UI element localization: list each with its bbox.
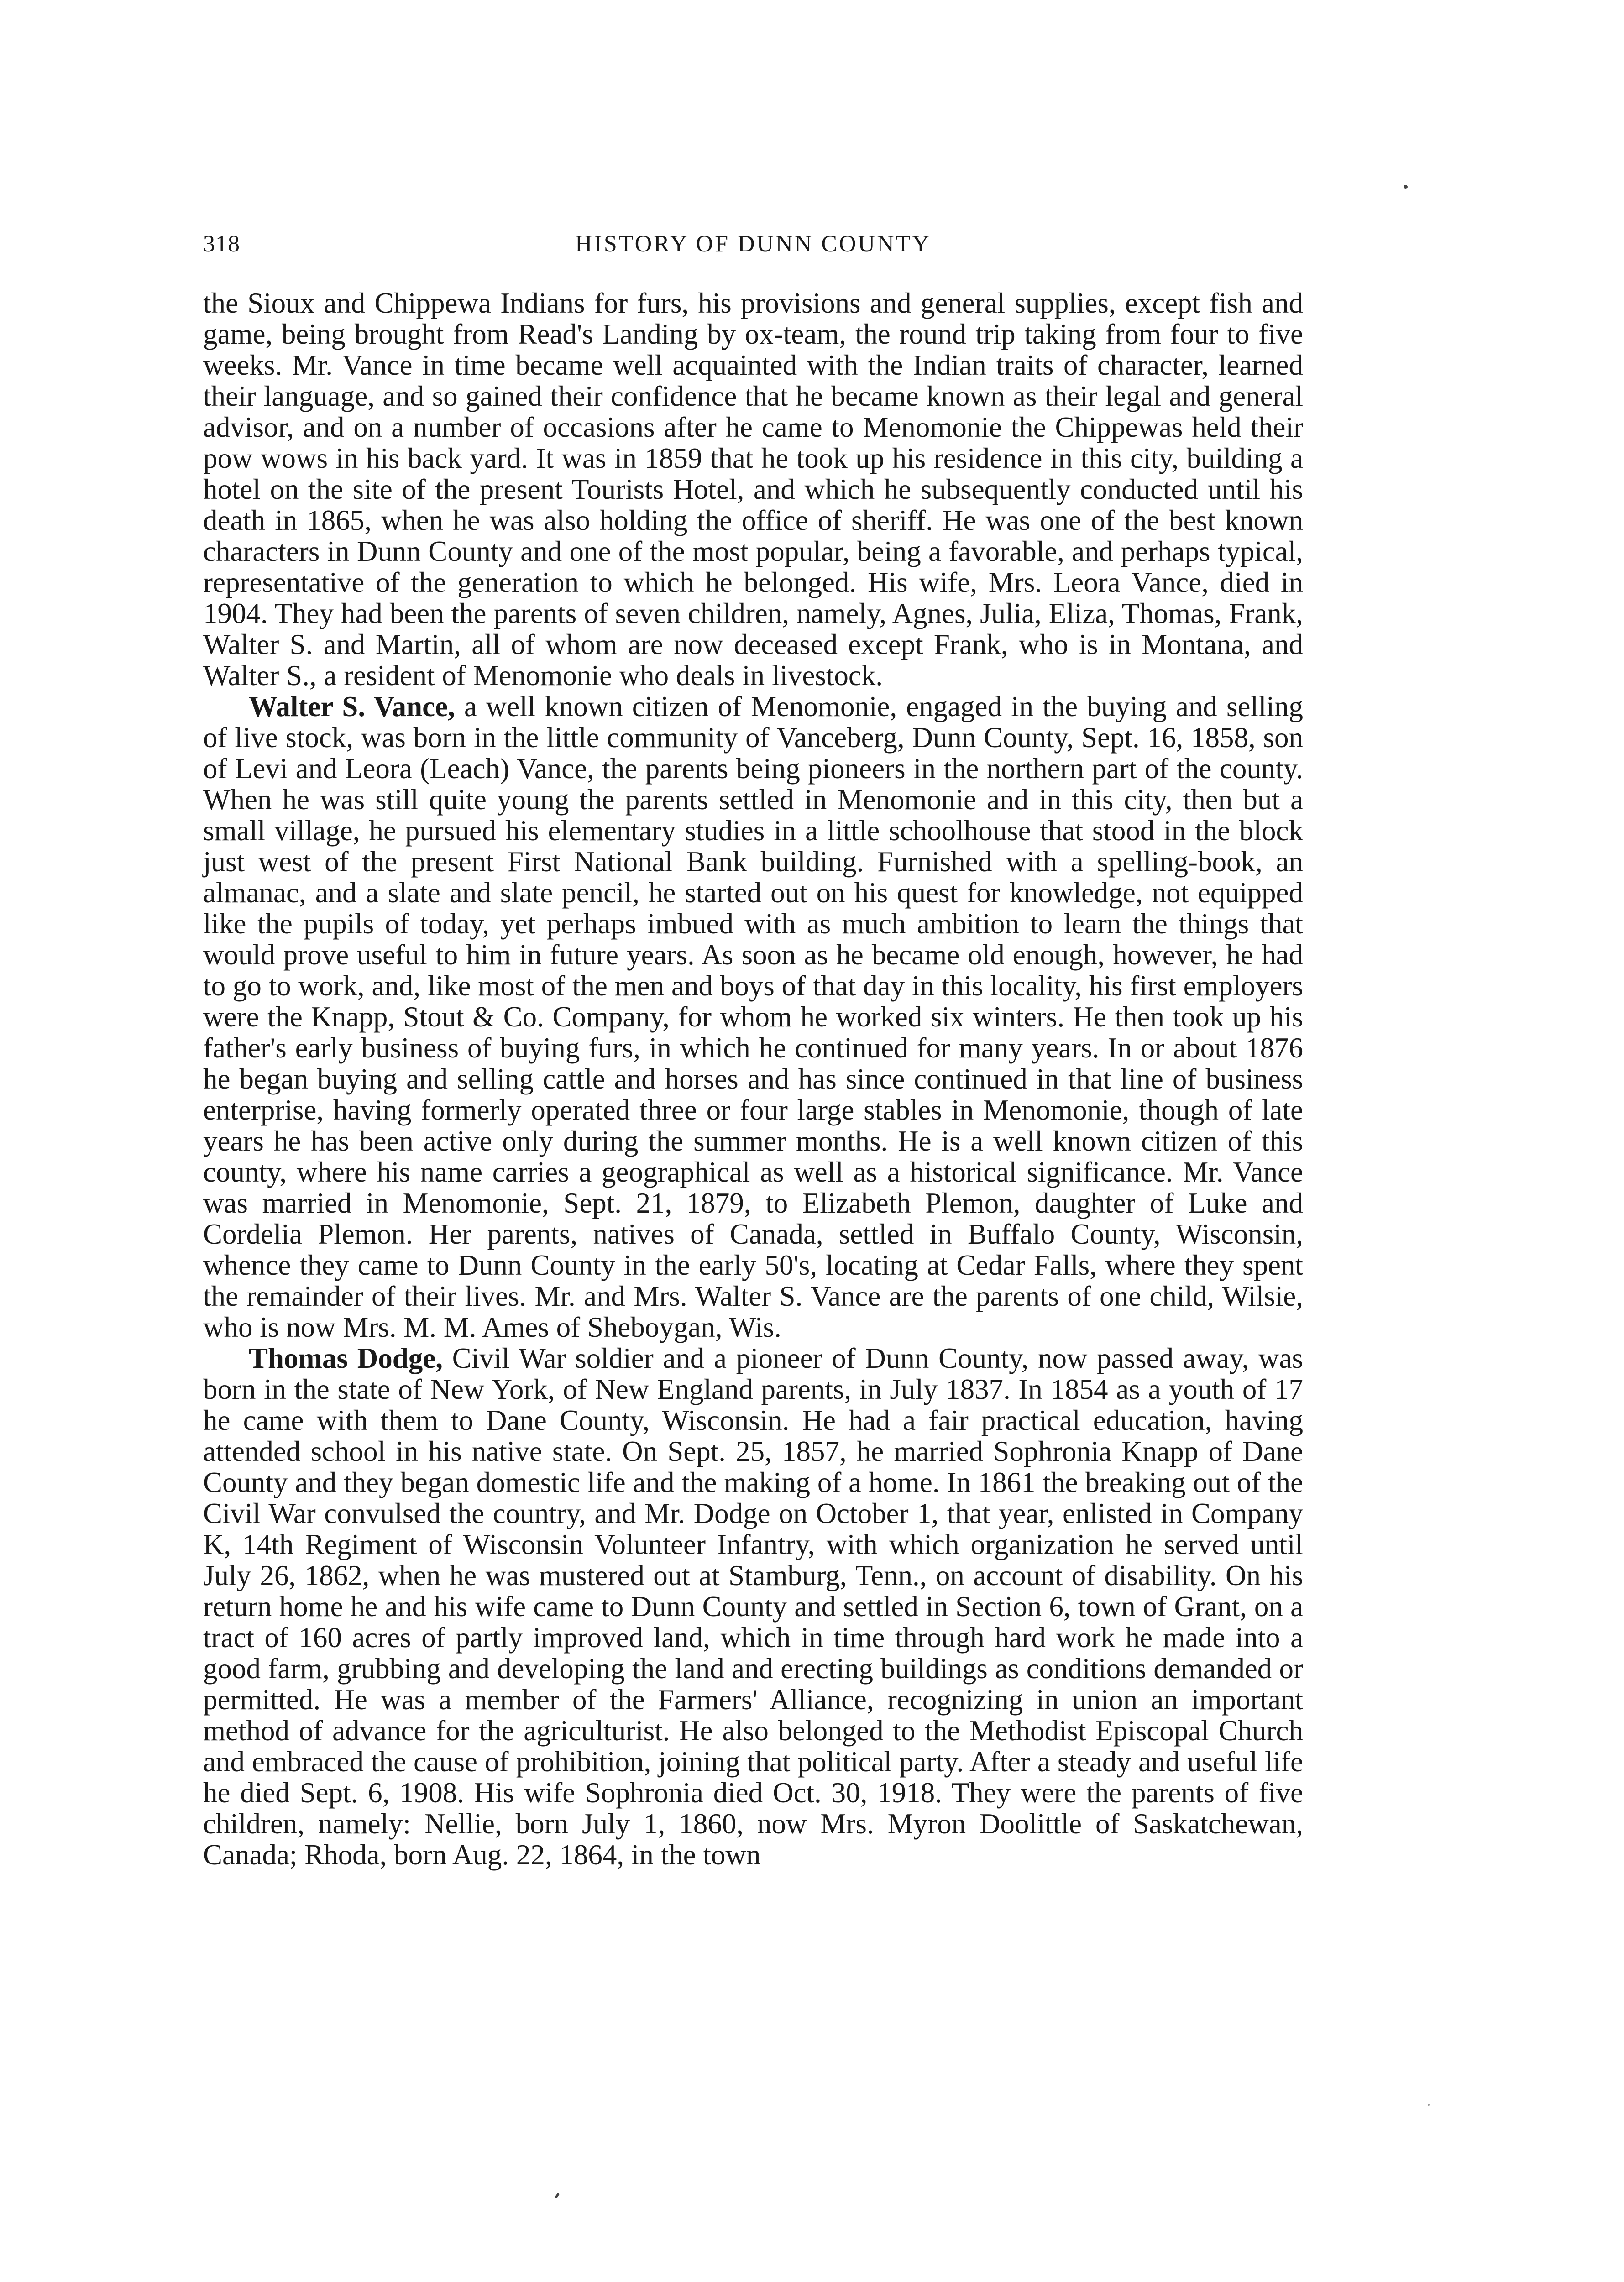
paper-speck xyxy=(1404,185,1408,189)
paragraph-thomas-dodge xyxy=(203,1343,1303,1870)
paragraph-text: Civil War soldier and a pioneer of Dunn County, now passed away, was born in the state of New York, of New England parents, in July 1837. In 1854 as a youth of 17 he came with them to Dane County, Wisconsin. He had a fair practical education, having attended school in his native state. On Sept. 25, 1857, he married Sophronia Knapp of Dane County and they began domestic life and the making of a home. In 1861 the breaking out of the Civil War convulsed the country, and Mr. Dodge on October 1, that year, enlisted in Company K, 14th Regiment of Wisconsin Volunteer Infantry, with which organization he served until July 26, 1862, when he was mustered out at Stamburg, Tenn., on account of disability. On his return home he and his wife came to Dunn County and settled in Section 6, town of Grant, on a tract of 160 acres of partly improved land, which in time through hard work he made into a good farm, grubbing and developing the land and erecting buildings as conditions demanded or permitted. He was a member of the Farmers' Alliance, recognizing in union an important method of advance for the agriculturist. He also belonged to the Methodist Episcopal Church and embraced the cause of prohibition, joining that political party. After a steady and useful life he died Sept. 6, 1908. His wife Sophronia died Oct. 30, 1918. They were the parents of five children, namely: Nellie, born July 1, 1860, now Mrs. Myron Doolittle of Saskatchewan, Canada; Rhoda, born Aug. 22, 1864, in the town xyxy=(203,1342,1303,1871)
page-number: 318 xyxy=(203,231,240,257)
subject-name: Thomas Dodge, xyxy=(249,1342,443,1374)
body-text xyxy=(203,288,1303,1870)
book-title: HISTORY OF DUNN COUNTY xyxy=(575,231,931,257)
subject-name: Walter S. Vance, xyxy=(249,691,455,722)
paper-speck xyxy=(555,2193,560,2199)
paragraph-text: the Sioux and Chippewa Indians for furs, his provisions and general supplies, except fish and game, being brought from Read's Landing by ox-team, the round trip taking from four to five weeks. Mr. Vance in time became well acquainted with the Indian traits of character, learned their language, and so gained their confidence that he became known as their legal and general advisor, and on a number of occasions after he came to Menomonie the Chippewas held their pow wows in his back yard. It was in 1859 that he took up his residence in this city, building a hotel on the site of the present Tourists Hotel, and which he subsequently conducted until his death in 1865, when he was also holding the office of sheriff. He was one of the best known characters in Dunn County and one of the most popular, being a favorable, and perhaps typical, representative of the generation to which he belonged. His wife, Mrs. Leora Vance, died in 1904. They had been the parents of seven children, namely, Agnes, Julia, Eliza, Thomas, Frank, Walter S. and Martin, all of whom are now deceased except Frank, who is in Montana, and Walter S., a resident of Menomonie who deals in livestock. xyxy=(203,287,1303,691)
paragraph-text: a well known citizen of Menomonie, engaged in the buying and selling of live stock, was born in the little community of Vanceberg, Dunn County, Sept. 16, 1858, son of Levi and Leora (Leach) Vance, the parents being pioneers in the northern part of the county. When he was still quite young the parents settled in Menomonie and in this city, then but a small village, he pursued his elementary studies in a little schoolhouse that stood in the block just west of the present First National Bank building. Furnished with a spelling-book, an almanac, and a slate and slate pencil, he started out on his quest for knowledge, not equipped like the pupils of today, yet perhaps imbued with as much ambition to learn the things that would prove useful to him in future years. As soon as he became old enough, however, he had to go to work, and, like most of the men and boys of that day in this locality, his first employers were the Knapp, Stout & Co. Company, for whom he worked six winters. He then took up his father's early business of buying furs, in which he continued for many years. In or about 1876 he began buying and selling cattle and horses and has since continued in that line of business enterprise, having formerly operated three or four large stables in Menomonie, though of late years he has been active only during the summer months. He is a well known citizen of this county, where his name carries a geographical as well as a historical significance. Mr. Vance was married in Menomonie, Sept. 21, 1879, to Elizabeth Plemon, daughter of Luke and Cordelia Plemon. Her parents, natives of Canada, settled in Buffalo County, Wisconsin, whence they came to Dunn County in the early 50's, locating at Cedar Falls, where they spent the remainder of their lives. Mr. and Mrs. Walter S. Vance are the parents of one child, Wilsie, who is now Mrs. M. M. Ames of Sheboygan, Wis. xyxy=(203,691,1303,1343)
running-head xyxy=(203,230,1303,272)
paper-speck xyxy=(1428,2104,1430,2106)
paragraph-walter-s-vance xyxy=(203,691,1303,1343)
paragraph-continuation xyxy=(203,288,1303,691)
